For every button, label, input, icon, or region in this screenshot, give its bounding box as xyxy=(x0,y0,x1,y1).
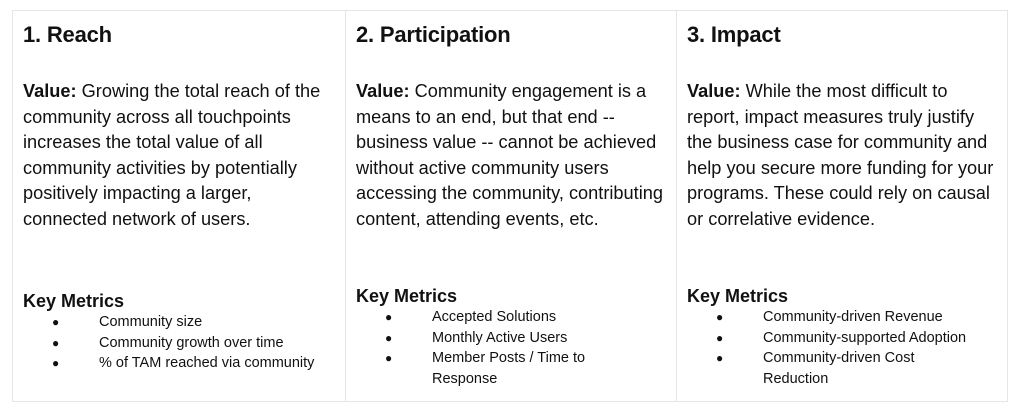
value-paragraph xyxy=(356,79,667,233)
metric-item xyxy=(356,328,672,349)
key-metrics-section xyxy=(356,285,672,389)
value-text: Community engagement is a means to an end, but that end -- business value -- cannot be achieved without active community users accessing the community, contributing content, attending events, etc. xyxy=(356,81,663,229)
value-label: Value: xyxy=(687,81,741,101)
value-text: Growing the total reach of the community across all touchpoints increases the total value of all community activities by potentially positively impacting a larger, connected network of users. xyxy=(23,81,321,229)
metric-item xyxy=(687,348,1005,389)
metric-list xyxy=(23,312,341,374)
bullet-icon: ● xyxy=(716,351,724,365)
metric-label: Community size xyxy=(99,314,203,330)
metric-label: Member Posts / Time to Response xyxy=(432,350,586,387)
key-metrics-title: Key Metrics xyxy=(23,291,125,311)
value-label: Value: xyxy=(356,81,410,101)
column-heading: 1. Reach xyxy=(23,22,112,47)
metric-label: Community-driven Cost Reduction xyxy=(763,350,915,387)
metric-label: Accepted Solutions xyxy=(432,309,557,325)
key-metrics-section xyxy=(687,285,1005,389)
metric-list xyxy=(356,307,672,389)
value-paragraph xyxy=(23,79,336,233)
metric-item xyxy=(687,328,1005,349)
bullet-icon: ● xyxy=(385,351,393,365)
bullet-icon: ● xyxy=(52,315,60,329)
column-participation xyxy=(346,11,677,401)
bullet-icon: ● xyxy=(385,330,393,345)
metric-label: % of TAM reached via community xyxy=(99,355,315,371)
key-metrics-section xyxy=(23,290,341,374)
column-impact xyxy=(677,11,1009,401)
metric-list xyxy=(687,307,1005,389)
metric-item xyxy=(23,312,341,333)
key-metrics-title: Key Metrics xyxy=(356,286,458,306)
key-metrics-title: Key Metrics xyxy=(687,286,789,306)
metric-label: Community-supported Adoption xyxy=(763,329,967,346)
column-heading: 2. Participation xyxy=(356,22,511,47)
metric-label: Monthly Active Users xyxy=(432,329,568,346)
column-reach xyxy=(13,11,346,401)
metric-item xyxy=(23,333,341,354)
metric-item xyxy=(356,307,672,328)
bullet-icon: ● xyxy=(52,356,60,370)
metric-label: Community growth over time xyxy=(99,334,284,351)
bullet-icon: ● xyxy=(52,335,60,350)
metrics-framework-table xyxy=(12,10,1008,402)
metric-item xyxy=(23,353,341,374)
value-label: Value: xyxy=(23,81,77,101)
bullet-icon: ● xyxy=(716,310,724,324)
metric-label: Community-driven Revenue xyxy=(763,309,943,325)
column-heading: 3. Impact xyxy=(687,22,781,47)
value-text: While the most difficult to report, impact measures truly justify the business case for community and help you secure more funding for your programs. These could rely on causal or correlative evidence. xyxy=(687,81,994,229)
metric-item xyxy=(356,348,672,389)
bullet-icon: ● xyxy=(716,330,724,345)
value-paragraph xyxy=(687,79,1000,233)
bullet-icon: ● xyxy=(385,310,393,324)
metric-item xyxy=(687,307,1005,328)
